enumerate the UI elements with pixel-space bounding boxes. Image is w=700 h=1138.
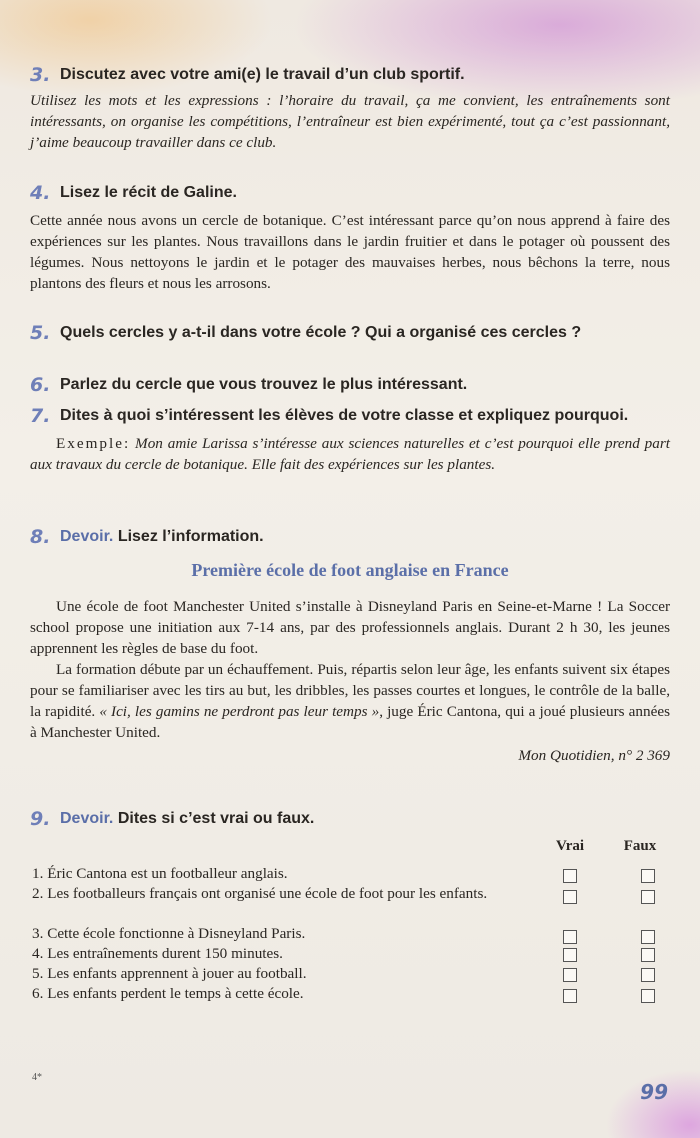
exercise-instruction: Dites si c’est vrai ou faux.	[117, 810, 315, 827]
statement-text: 6. Les enfants perdent le temps à cette école.	[32, 985, 304, 1002]
true-checkbox[interactable]	[563, 930, 577, 944]
statement-row	[32, 964, 682, 984]
exercise-instruction: Parlez du cercle que vous trouvez le plus intéressant.	[60, 376, 468, 393]
exercise-number: 3.	[30, 64, 51, 86]
exercise-5	[30, 322, 670, 344]
statement-text: 5. Les enfants apprennent à jouer au football.	[32, 965, 307, 982]
signature-mark: 4*	[32, 1072, 42, 1083]
statement-row	[32, 864, 682, 884]
true-checkbox[interactable]	[563, 890, 577, 904]
statement-row	[32, 944, 682, 964]
exercise-8	[30, 526, 670, 548]
exercise-9	[30, 808, 670, 830]
true-checkbox[interactable]	[563, 989, 577, 1003]
exercise-number: 9.	[30, 808, 51, 830]
exercise-number: 8.	[30, 526, 51, 548]
true-false-header	[540, 838, 680, 855]
galine-story: Cette année nous avons un cercle de botanique. C’est intéressant parce qu’on nous apprend à faire des expériences sur les plantes. Nous travaillons dans le jardin fruitier et dans le potager où poussent des légumes. Nous nettoyons le jardin et le potager des mauvaises herbes, nous bêchons la terre, nous plantons des fleurs et nous les arrosons.	[30, 212, 670, 292]
statement-text: 2. Les footballeurs français ont organisé une école de foot pour les enfants.	[32, 885, 488, 902]
exercise-7	[30, 405, 670, 475]
column-true: Vrai	[555, 838, 585, 854]
false-checkbox[interactable]	[641, 948, 655, 962]
false-checkbox[interactable]	[641, 930, 655, 944]
statement-text: 4. Les entraînements durent 150 minutes.	[32, 945, 283, 962]
exercise-instruction: Dites à quoi s’intéressent les élèves de votre classe et expliquez pourquoi.	[60, 407, 629, 424]
exercise-4	[30, 182, 670, 294]
false-checkbox[interactable]	[641, 968, 655, 982]
exercise-6	[30, 374, 670, 396]
devoir-label: Devoir.	[60, 810, 114, 827]
exercise-3	[30, 64, 670, 153]
exercise-text: Utilisez les mots et les expressions : l’horaire du travail, ça me convient, les entraînements sont intéressants, on organise les compétitions, l’entraîneur est bien expérimenté, tout ça c’est passionnant, j’aime beaucoup travailler dans ce club.	[30, 92, 670, 151]
statement-row	[32, 884, 682, 924]
article-paragraph-2: La formation débute par un échauffement. Puis, répartis selon leur âge, les enfants suivent six étapes pour se familiariser avec les tirs au but, les dribbles, les passes courtes et longues, le contrôle de la balle, la rapidité. « Ici, les gamins ne perdront pas leur temps », juge Éric Cantona, qui a joué plusieurs années à Manchester United.	[30, 661, 670, 741]
exercise-instruction: Lisez l’information.	[117, 528, 264, 545]
statement-text: 1. Éric Cantona est un footballeur anglais.	[32, 865, 288, 882]
article-title: Première école de foot anglaise en France	[191, 560, 509, 580]
article-paragraph-1: Une école de foot Manchester United s’installe à Disneyland Paris en Seine-et-Marne ! La Soccer school propose une initiation aux 7-14 ans, par des professionnels anglais. Durant 2 h 30, les jeunes apprennent les règles de base du foot.	[30, 598, 670, 657]
statement-text: 3. Cette école fonctionne à Disneyland Paris.	[32, 925, 306, 942]
exercise-instruction: Discutez avec votre ami(e) le travail d’un club sportif.	[60, 66, 465, 83]
false-checkbox[interactable]	[641, 989, 655, 1003]
exercise-number: 4.	[30, 182, 51, 204]
page-number: 99	[640, 1080, 668, 1104]
example-block	[30, 433, 670, 475]
article-body	[30, 596, 670, 765]
statement-row	[32, 984, 682, 1004]
example-label: Exemple:	[56, 435, 131, 452]
statement-row	[32, 924, 682, 944]
true-checkbox[interactable]	[563, 948, 577, 962]
false-checkbox[interactable]	[641, 869, 655, 883]
cantona-quote: « Ici, les gamins ne perdront pas leur temps »	[99, 703, 380, 720]
column-false: Faux	[623, 838, 657, 854]
devoir-label: Devoir.	[60, 528, 114, 545]
exercise-instruction: Lisez le récit de Galine.	[60, 184, 237, 201]
exercise-number: 7.	[30, 405, 51, 427]
exercise-number: 5.	[30, 322, 51, 344]
article-source: Mon Quotidien, n° 2 369	[518, 747, 670, 764]
example-text: Mon amie Larissa s’intéresse aux sciences naturelles et c’est pourquoi elle prend part aux travaux du cercle de botanique. Elle fait des expériences sur les plantes.	[30, 435, 670, 473]
true-checkbox[interactable]	[563, 968, 577, 982]
exercise-number: 6.	[30, 374, 51, 396]
false-checkbox[interactable]	[641, 890, 655, 904]
true-checkbox[interactable]	[563, 869, 577, 883]
exercise-instruction: Quels cercles y a-t-il dans votre école ? Qui a organisé ces cercles ?	[60, 324, 582, 341]
